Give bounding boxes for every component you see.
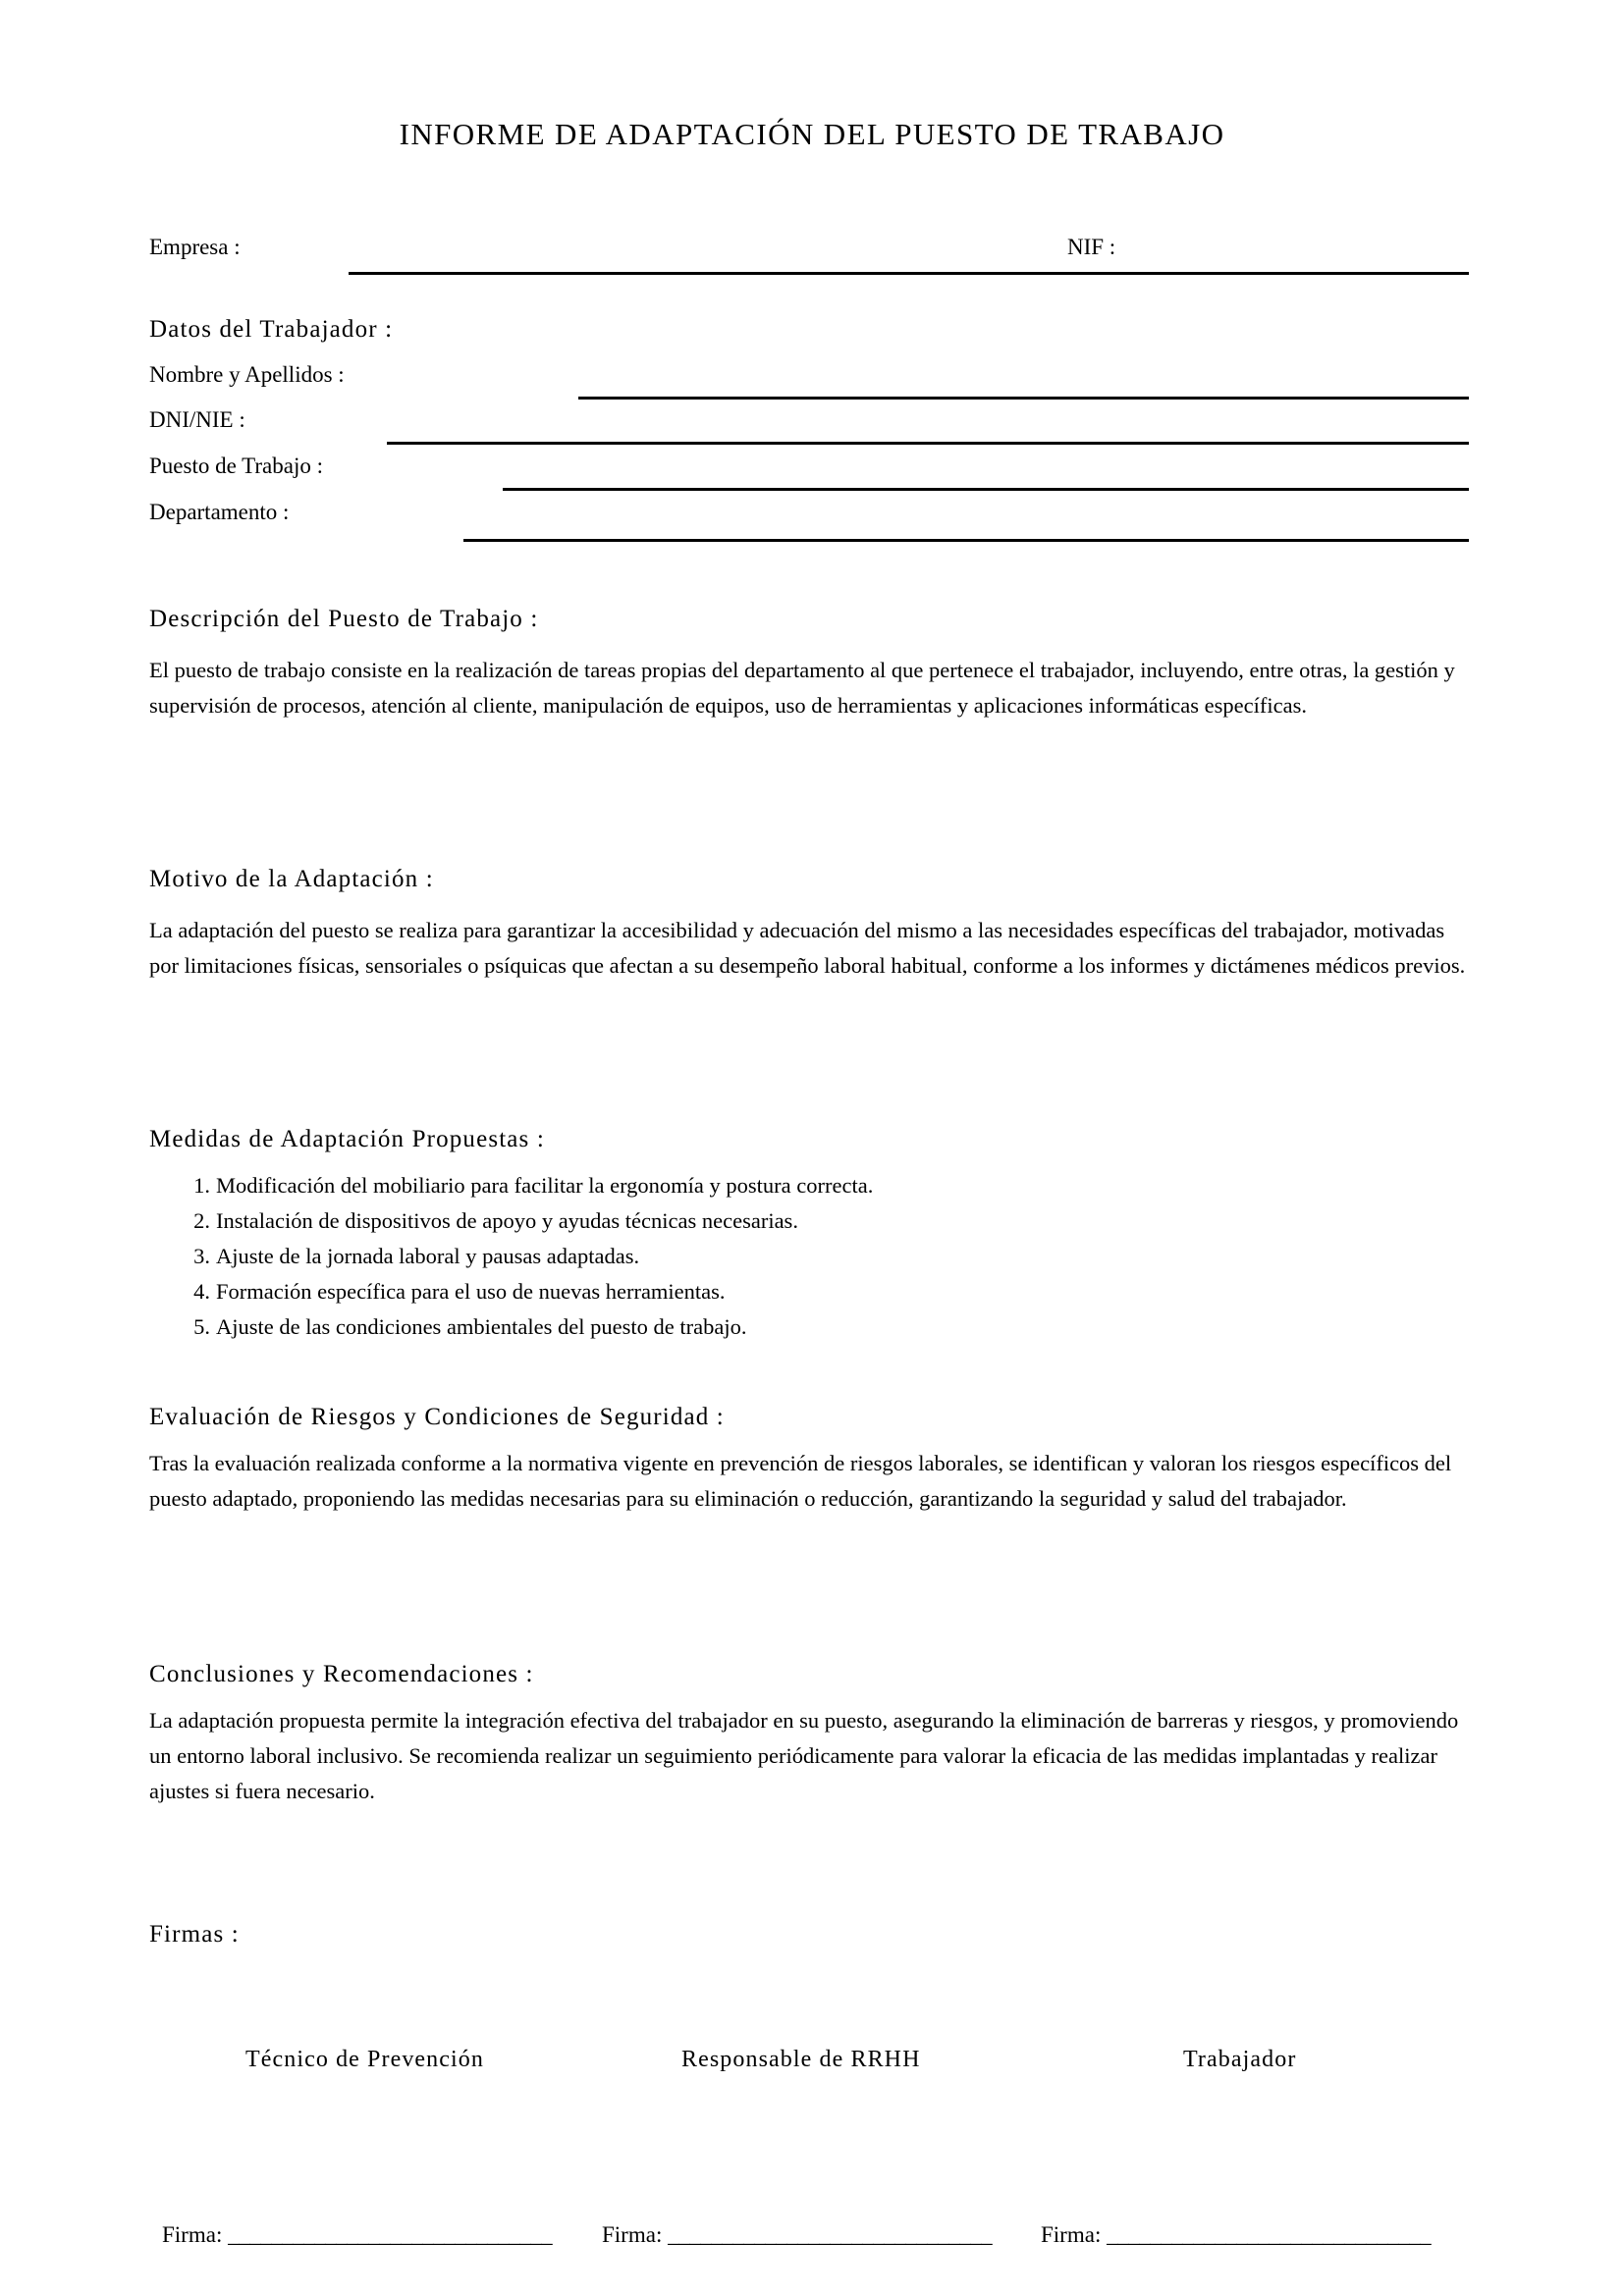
departamento-input-rule[interactable] — [463, 539, 1469, 542]
puesto-trabajo-label: Puesto de Trabajo : — [149, 454, 323, 478]
conclusions-body — [149, 1703, 1473, 1809]
description-body — [149, 653, 1473, 723]
list-item-number: 1. — [193, 1173, 210, 1198]
risk-evaluation-heading: Evaluación de Riesgos y Condiciones de Seguridad : — [149, 1404, 725, 1430]
conclusions-paragraph: La adaptación propuesta permite la integración efectiva del trabajador en su puesto, asegurando la eliminación de barreras y riesgos, y promoviendo un entorno laboral inclusivo. Se recomienda realizar un seguimiento periódicamente para valorar la eficacia de las medidas implantadas y realizar ajustes si fuera necesario. — [149, 1708, 1459, 1803]
firma-label: Firma: — [162, 2222, 223, 2247]
motive-paragraph: La adaptación del puesto se realiza para garantizar la accesibilidad y adecuación del mismo a las necesidades específicas del trabajador, motivadas por limitaciones físicas, sensoriales o psíquicas que afectan a su desempeño laboral habitual, conforme a los informes y dictámenes médicos previos. — [149, 918, 1466, 978]
list-item-number: 3. — [193, 1244, 210, 1268]
empresa-nif-input-rule[interactable] — [349, 272, 1469, 275]
motive-heading: Motivo de la Adaptación : — [149, 866, 434, 892]
firma-blank-line[interactable]: ______________________________ — [228, 2222, 553, 2247]
nombre-apellidos-label: Nombre y Apellidos : — [149, 362, 345, 387]
motive-body — [149, 913, 1473, 984]
puesto-trabajo-input-rule[interactable] — [503, 488, 1469, 491]
description-paragraph: El puesto de trabajo consiste en la realización de tareas propias del departamento al que pertenece el trabajador, incluyendo, entre otras, la gestión y supervisión de procesos, atención al cliente, manipulación de equipos, uso de herramientas y aplicaciones informáticas específicas. — [149, 658, 1455, 718]
worker-data-heading: Datos del Trabajador : — [149, 316, 394, 343]
dni-nie-label: DNI/NIE : — [149, 407, 245, 432]
list-item-label: Instalación de dispositivos de apoyo y ayudas técnicas necesarias. — [216, 1208, 798, 1233]
measures-list — [185, 1168, 873, 1345]
list-item-label: Ajuste de la jornada laboral y pausas adaptadas. — [216, 1244, 640, 1268]
measures-heading: Medidas de Adaptación Propuestas : — [149, 1126, 545, 1152]
firma-label: Firma: — [602, 2222, 663, 2247]
list-item-number: 4. — [193, 1279, 210, 1304]
empresa-label: Empresa : — [149, 235, 241, 259]
risk-evaluation-body — [149, 1446, 1473, 1517]
list-item-label: Modificación del mobiliario para facilitar la ergonomía y postura correcta. — [216, 1173, 874, 1198]
signature-role-trabajador: Trabajador — [1183, 2047, 1297, 2072]
firma-blank-line[interactable]: ______________________________ — [1107, 2222, 1432, 2247]
list-item-number: 2. — [193, 1208, 210, 1233]
departamento-label: Departamento : — [149, 500, 290, 524]
signature-role-responsable-rrhh: Responsable de RRHH — [681, 2047, 921, 2072]
signatures-heading: Firmas : — [149, 1921, 240, 1948]
conclusions-heading: Conclusiones y Recomendaciones : — [149, 1661, 534, 1687]
list-item-label: Ajuste de las condiciones ambientales del puesto de trabajo. — [216, 1314, 747, 1339]
list-item — [185, 1274, 873, 1309]
firma-field-tecnico-prevencion[interactable] — [162, 2222, 552, 2248]
signature-role-tecnico-prevencion: Técnico de Prevención — [245, 2047, 485, 2072]
firma-field-responsable-rrhh[interactable] — [602, 2222, 992, 2248]
nif-label: NIF : — [1067, 235, 1116, 259]
risk-evaluation-paragraph: Tras la evaluación realizada conforme a la normativa vigente en prevención de riesgos laborales, se identifican y valoran los riesgos específicos del puesto adaptado, proponiendo las medidas necesarias para su eliminación o reducción, garantizando la seguridad y salud del trabajador. — [149, 1451, 1452, 1511]
list-item-label: Formación específica para el uso de nuevas herramientas. — [216, 1279, 726, 1304]
firma-blank-line[interactable]: ______________________________ — [668, 2222, 993, 2247]
list-item — [185, 1239, 873, 1274]
list-item — [185, 1203, 873, 1239]
firma-field-trabajador[interactable] — [1041, 2222, 1431, 2248]
page-title: INFORME DE ADAPTACIÓN DEL PUESTO DE TRABAJO — [399, 117, 1225, 151]
list-item-number: 5. — [193, 1314, 210, 1339]
dni-nie-input-rule[interactable] — [387, 442, 1469, 445]
nombre-apellidos-input-rule[interactable] — [578, 397, 1469, 400]
list-item — [185, 1309, 873, 1345]
list-item — [185, 1168, 873, 1203]
description-heading: Descripción del Puesto de Trabajo : — [149, 606, 539, 632]
firma-label: Firma: — [1041, 2222, 1102, 2247]
